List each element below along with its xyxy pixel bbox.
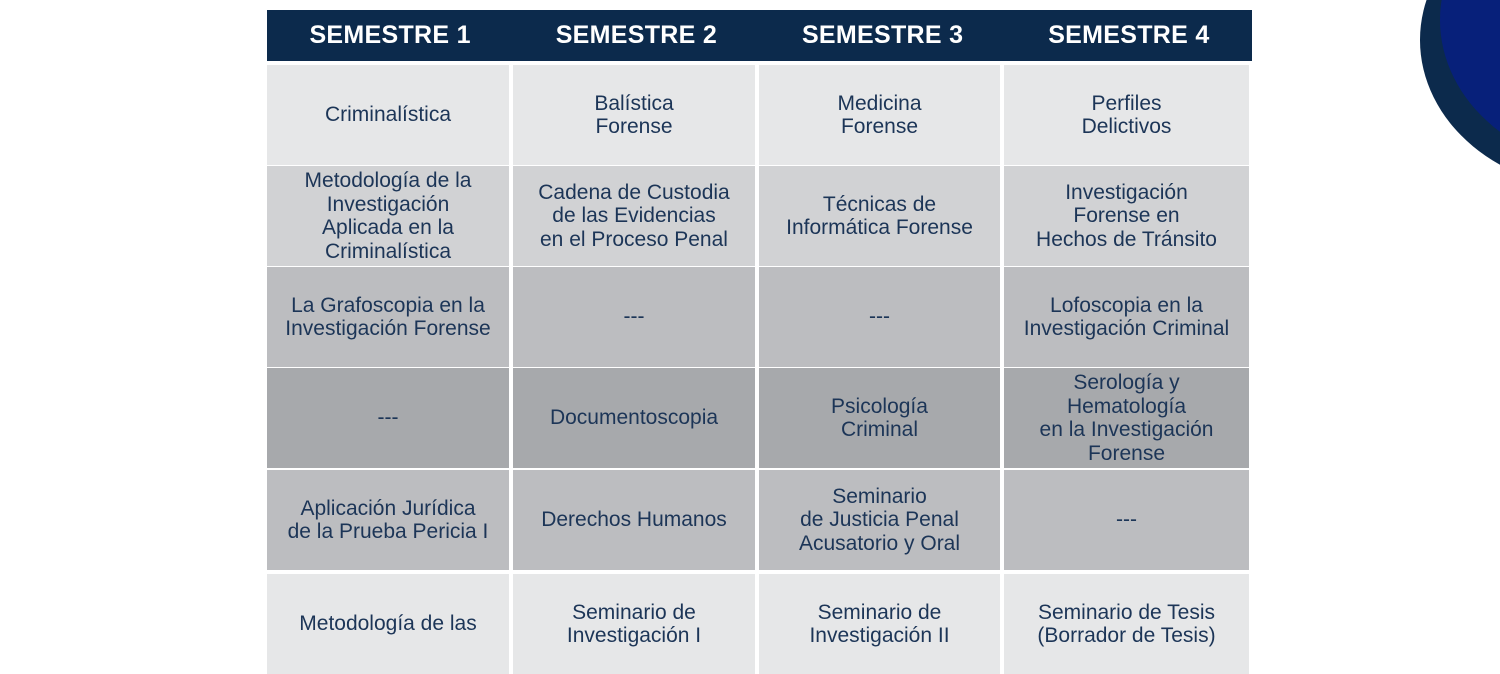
header-semestre-4: SEMESTRE 4 xyxy=(1048,21,1210,49)
course-name: Criminalística xyxy=(324,103,452,127)
course-name: Seminario de Investigación II xyxy=(809,600,950,647)
course-cell xyxy=(267,574,509,674)
course-name: Metodología de las xyxy=(299,612,477,636)
course-cell xyxy=(513,166,755,266)
course-cell xyxy=(1004,267,1249,367)
course-name: La Grafoscopia en la Investigación Forense xyxy=(285,293,491,340)
course-cell xyxy=(513,470,755,570)
table-row xyxy=(267,368,1252,468)
course-cell xyxy=(267,267,509,367)
course-name: Aplicación Jurídica de la Prueba Pericia I xyxy=(287,496,489,543)
table-header-row xyxy=(267,10,1252,61)
course-name: Investigación Forense en Hechos de Tránsito xyxy=(1036,180,1217,251)
course-name: Psicología Criminal xyxy=(831,394,928,441)
course-name: Cadena de Custodia de las Evidencias en el Proceso Penal xyxy=(538,180,730,251)
course-name: --- xyxy=(869,305,890,329)
course-cell xyxy=(513,368,755,468)
course-cell xyxy=(1004,65,1249,165)
header-semestre-1: SEMESTRE 1 xyxy=(309,21,471,49)
table-row xyxy=(267,574,1252,674)
course-name: Seminario de Investigación I xyxy=(566,600,702,647)
course-cell xyxy=(759,267,1000,367)
course-cell xyxy=(1004,166,1249,266)
curriculum-table xyxy=(267,10,1252,647)
course-cell xyxy=(513,267,755,367)
course-name: --- xyxy=(377,406,399,430)
course-cell xyxy=(759,470,1000,570)
header-semestre-3: SEMESTRE 3 xyxy=(801,21,964,49)
course-name: Documentoscopia xyxy=(549,406,719,430)
course-cell xyxy=(267,470,509,570)
course-name: Derechos Humanos xyxy=(541,508,727,532)
course-cell xyxy=(267,166,509,266)
table-row xyxy=(267,267,1252,367)
course-name: --- xyxy=(1116,508,1137,532)
course-cell xyxy=(1004,470,1249,570)
header-semestre-2: SEMESTRE 2 xyxy=(555,21,718,49)
course-name: Lofoscopia en la Investigación Criminal xyxy=(1023,293,1230,340)
course-name: Técnicas de Informática Forense xyxy=(786,192,973,239)
table-row xyxy=(267,65,1252,165)
course-name: Perfiles Delictivos xyxy=(1081,91,1172,138)
course-cell xyxy=(513,574,755,674)
course-cell xyxy=(267,65,509,165)
course-name: Medicina Forense xyxy=(837,91,922,138)
course-cell xyxy=(759,368,1000,468)
course-name: --- xyxy=(623,305,645,329)
course-cell xyxy=(759,574,1000,674)
course-name: Balística Forense xyxy=(594,91,674,138)
course-name: Seminario de Justicia Penal Acusatorio y Oral xyxy=(798,484,961,555)
course-cell xyxy=(513,65,755,165)
course-cell xyxy=(759,65,1000,165)
course-cell xyxy=(267,368,509,468)
course-cell xyxy=(1004,368,1249,468)
table-row xyxy=(267,166,1252,266)
table-row xyxy=(267,470,1252,570)
course-name: Metodología de la Investigación Aplicada en la Criminalística xyxy=(304,169,472,263)
course-cell xyxy=(1004,574,1249,674)
course-cell xyxy=(759,166,1000,266)
course-name: Serología y Hematología en la Investigación Forense xyxy=(1039,371,1214,465)
course-name: Seminario de Tesis (Borrador de Tesis) xyxy=(1037,600,1216,647)
